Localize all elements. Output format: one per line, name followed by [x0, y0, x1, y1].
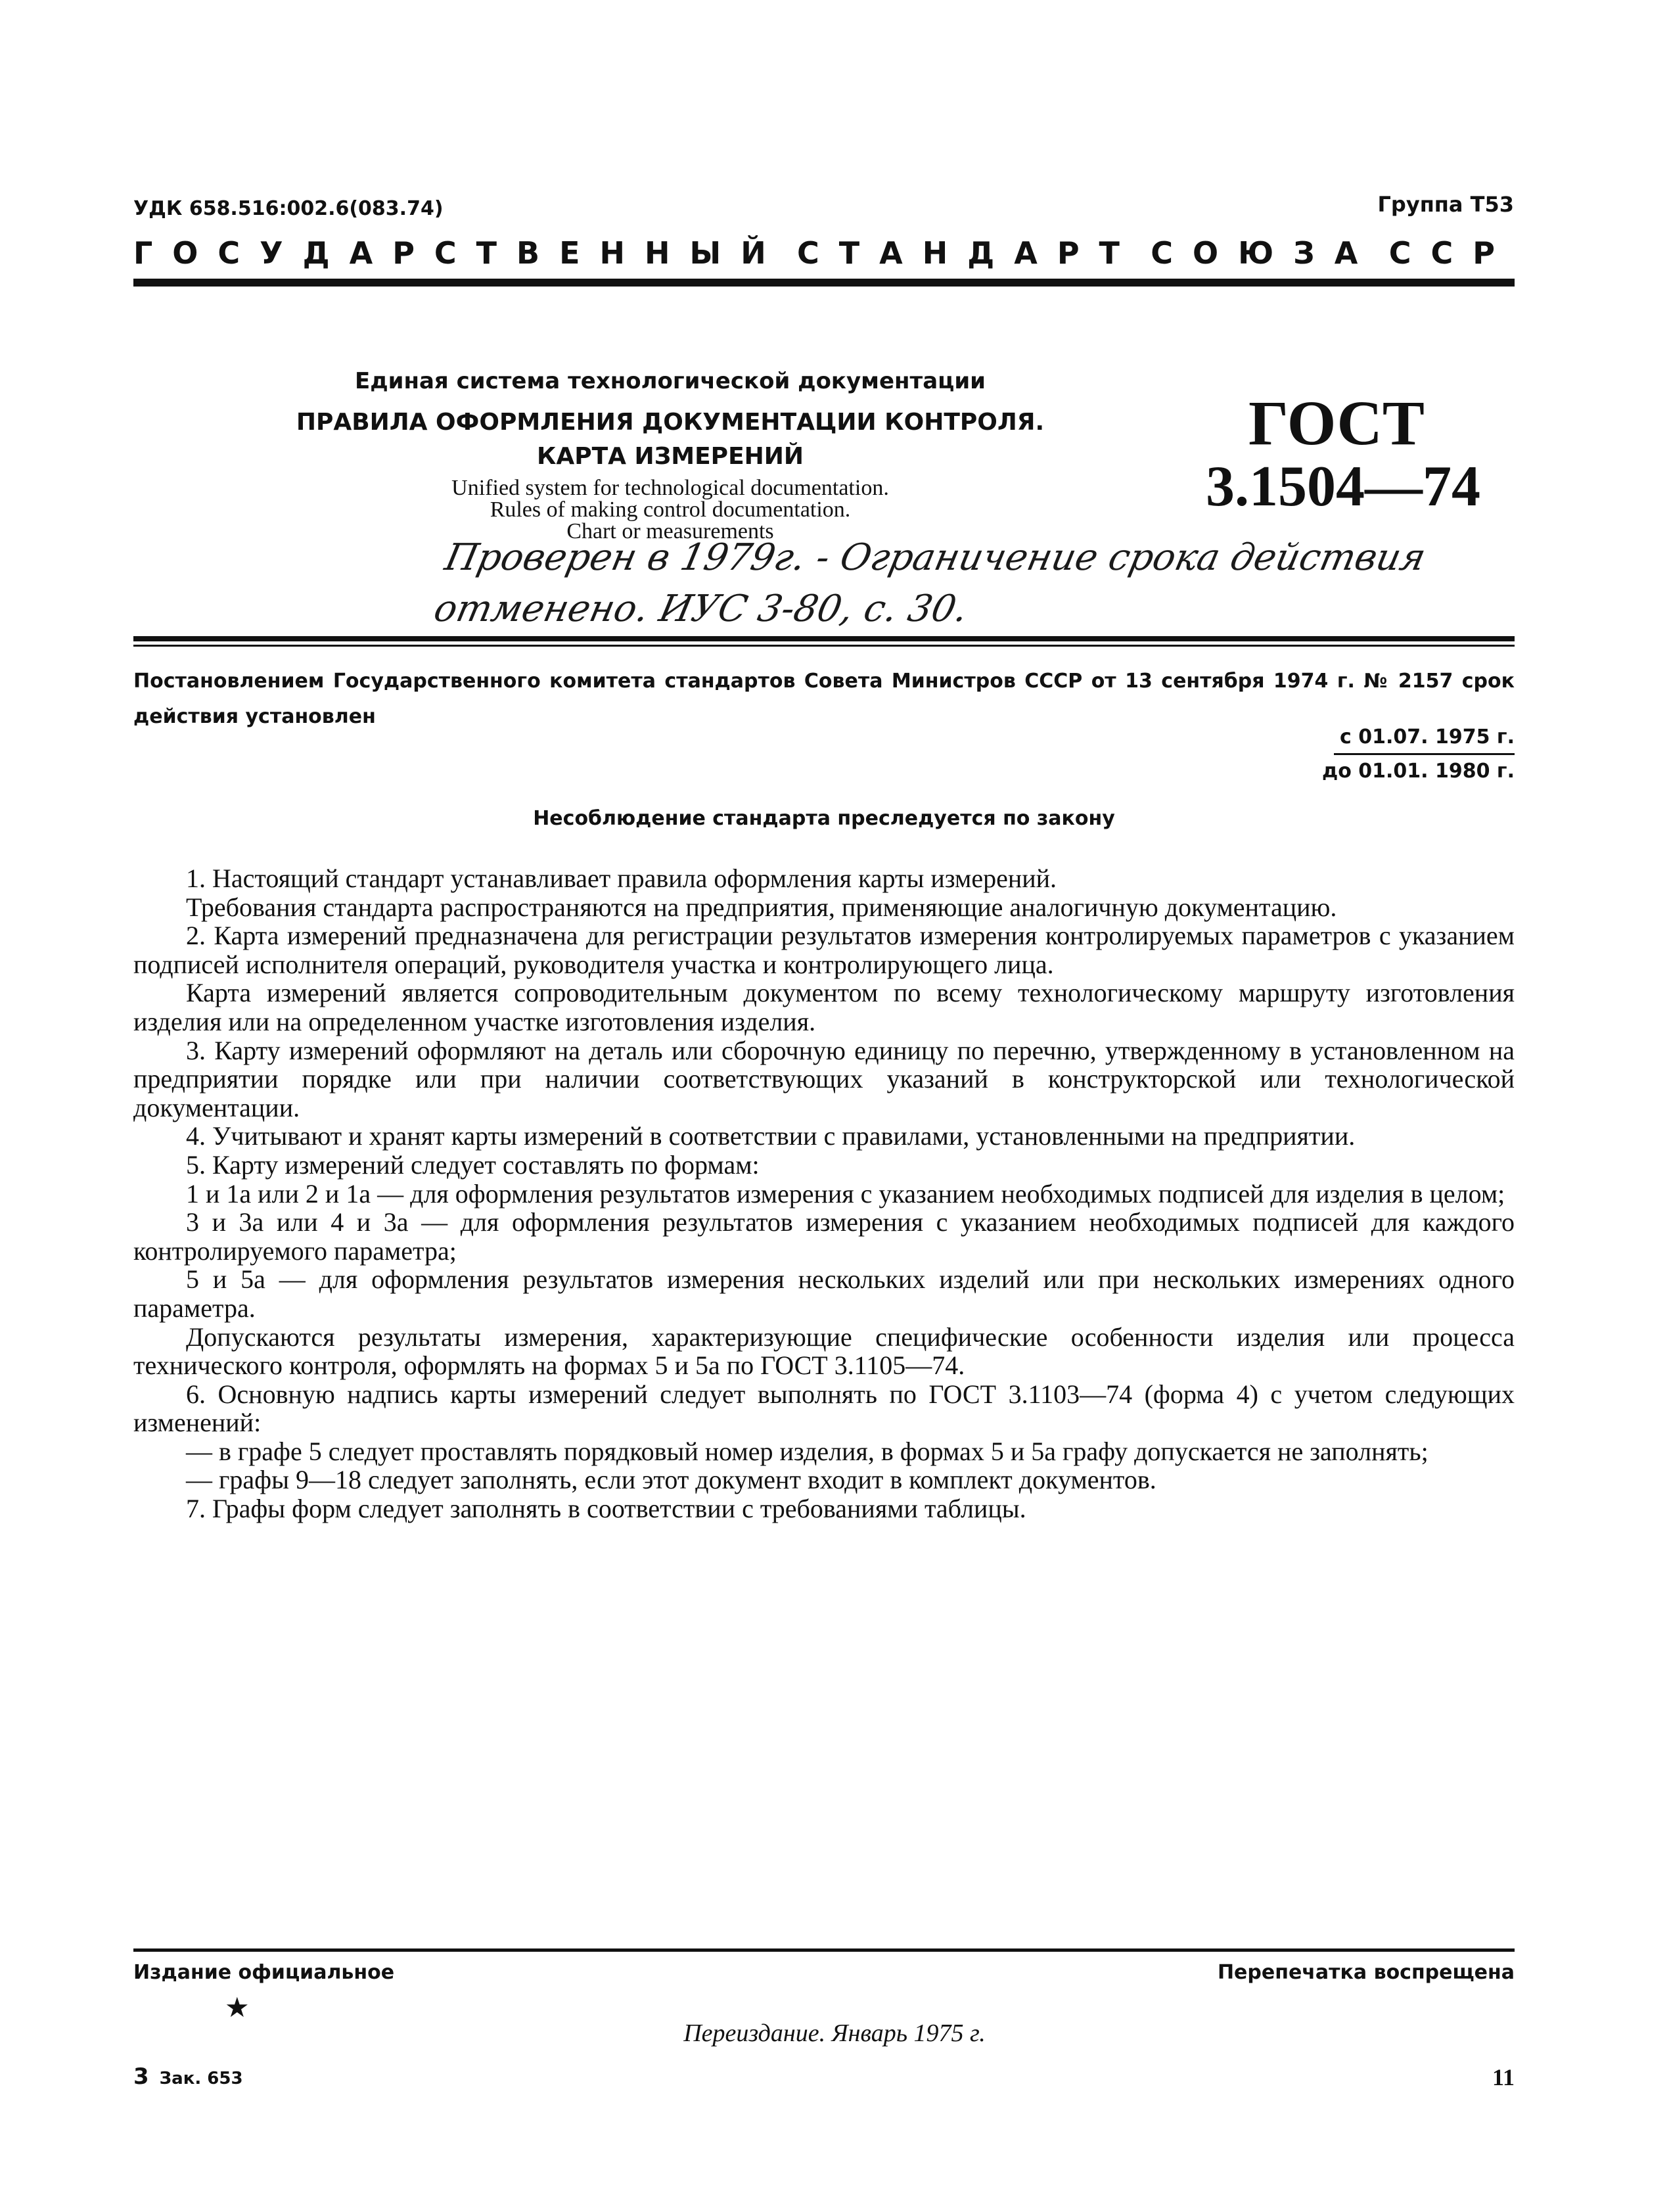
valid-from: с 01.07. 1975 г.	[1340, 726, 1515, 749]
section-rule-thin	[133, 645, 1515, 647]
order-number: Зак. 653	[159, 2069, 243, 2088]
legal-warning: Несоблюдение стандарта преследуется по закону	[533, 807, 1115, 830]
header-word: ГОСУДАРСТВЕННЫЙ	[133, 235, 786, 271]
header-word: СОЮЗА	[1151, 235, 1378, 271]
header-word: ССР	[1388, 235, 1515, 271]
gost-label: ГОСТ	[1248, 388, 1425, 458]
print-info	[133, 2063, 243, 2090]
handwritten-line: Проверен в 1979г. - Ограничение срока действия	[441, 536, 1430, 579]
header-rule	[133, 279, 1515, 287]
english-title-line: Unified system for technological documentation.	[451, 476, 889, 500]
paragraph: 7. Графы форм следует заполнять в соответствии с требованиями таблицы.	[186, 1494, 1026, 1524]
paragraph: 2. Карта измерений предназначена для регистрации результатов измерения контролируемых параметров с указанием подписей исполнителя операций, руководителя участка и контролирующего лица.	[133, 921, 1515, 979]
gost-number: 3.1504—74	[1206, 455, 1480, 518]
paragraph: 4. Учитывают и хранят карты измерений в соответствии с правилами, установленными на предприятии.	[186, 1121, 1356, 1151]
handwritten-note	[429, 532, 1568, 635]
paragraph: 5 и 5а — для оформления результатов измерения нескольких изделий или при нескольких измерениях одного параметра.	[133, 1264, 1515, 1323]
sheet-number: 3	[133, 2063, 149, 2090]
date-divider	[1334, 753, 1515, 755]
paragraph: — в графе 5 следует проставлять порядковый номер изделия, в формах 5 и 5а графу допускается не заполнять;	[186, 1436, 1429, 1466]
star-icon: ★	[225, 1993, 250, 2023]
paragraph: 1 и 1а или 2 и 1а — для оформления результатов измерения с указанием необходимых подписей для изделия в целом;	[186, 1178, 1505, 1209]
paragraph: 3 и 3а или 4 и 3а — для оформления результатов измерения с указанием необходимых подписей для каждого контролируемого параметра;	[133, 1207, 1515, 1266]
standard-header	[133, 235, 1515, 271]
udk-code: УДК 658.516:002.6(083.74)	[133, 197, 444, 220]
reprint-notice: Перепечатка воспрещена	[1217, 1961, 1515, 1984]
paragraph: 6. Основную надпись карты измерений следует выполнять по ГОСТ 3.1103—74 (форма 4) с учетом следующих изменений:	[133, 1379, 1515, 1438]
system-title: Единая система технологической документации	[354, 368, 986, 394]
decree-text: Постановлением Государственного комитета стандартов Совета Министров СССР от 13 сентября 1974 г. № 2157 срок действия установлен	[133, 670, 1515, 728]
header-word: СТАНДАРТ	[797, 235, 1139, 271]
english-title-line: Chart or measurements	[566, 519, 774, 543]
paragraph: 1. Настоящий стандарт устанавливает правила оформления карты измерений.	[186, 864, 1057, 893]
page-number: 11	[1492, 2064, 1515, 2090]
paragraph: Карта измерений является сопроводительным документом по всему технологическому маршруту изготовления изделия или на определенном участке изготовления изделия.	[133, 978, 1515, 1036]
document-title-line: КАРТА ИЗМЕРЕНИЙ	[536, 443, 804, 470]
reissue-note: Переиздание. Январь 1975 г.	[683, 2019, 986, 2047]
section-rule-thick	[133, 636, 1515, 641]
paragraph: Требования стандарта распространяются на предприятия, применяющие аналогичную документацию.	[186, 892, 1337, 922]
paragraph: 3. Карту измерений оформляют на деталь или сборочную единицу по перечню, утвержденному в установленном на предприятии порядке или при наличии соответствующих указаний в конструкторской или технологической документации.	[133, 1035, 1515, 1122]
paragraph: — графы 9—18 следует заполнять, если этот документ входит в комплект документов.	[186, 1465, 1156, 1495]
group-code: Группа Т53	[1377, 192, 1514, 217]
handwritten-line: отменено. ИУС 3-80, с. 30.	[430, 588, 972, 630]
footer-rule	[133, 1948, 1515, 1952]
document-title	[243, 405, 1097, 474]
english-title-line: Rules of making control documentation.	[490, 497, 851, 522]
paragraph: 5. Карту измерений следует составлять по формам:	[186, 1149, 760, 1180]
document-title-line: ПРАВИЛА ОФОРМЛЕНИЯ ДОКУМЕНТАЦИИ КОНТРОЛЯ.	[296, 409, 1045, 436]
paragraph: Допускаются результаты измерения, характеризующие специфические особенности изделия или процесса технического контроля, оформлять на формах 5 и 5а по ГОСТ 3.1105—74.	[133, 1322, 1515, 1381]
edition-label: Издание официальное	[133, 1961, 395, 1984]
body-text	[133, 864, 1515, 1523]
valid-to: до 01.01. 1980 г.	[1321, 760, 1515, 783]
